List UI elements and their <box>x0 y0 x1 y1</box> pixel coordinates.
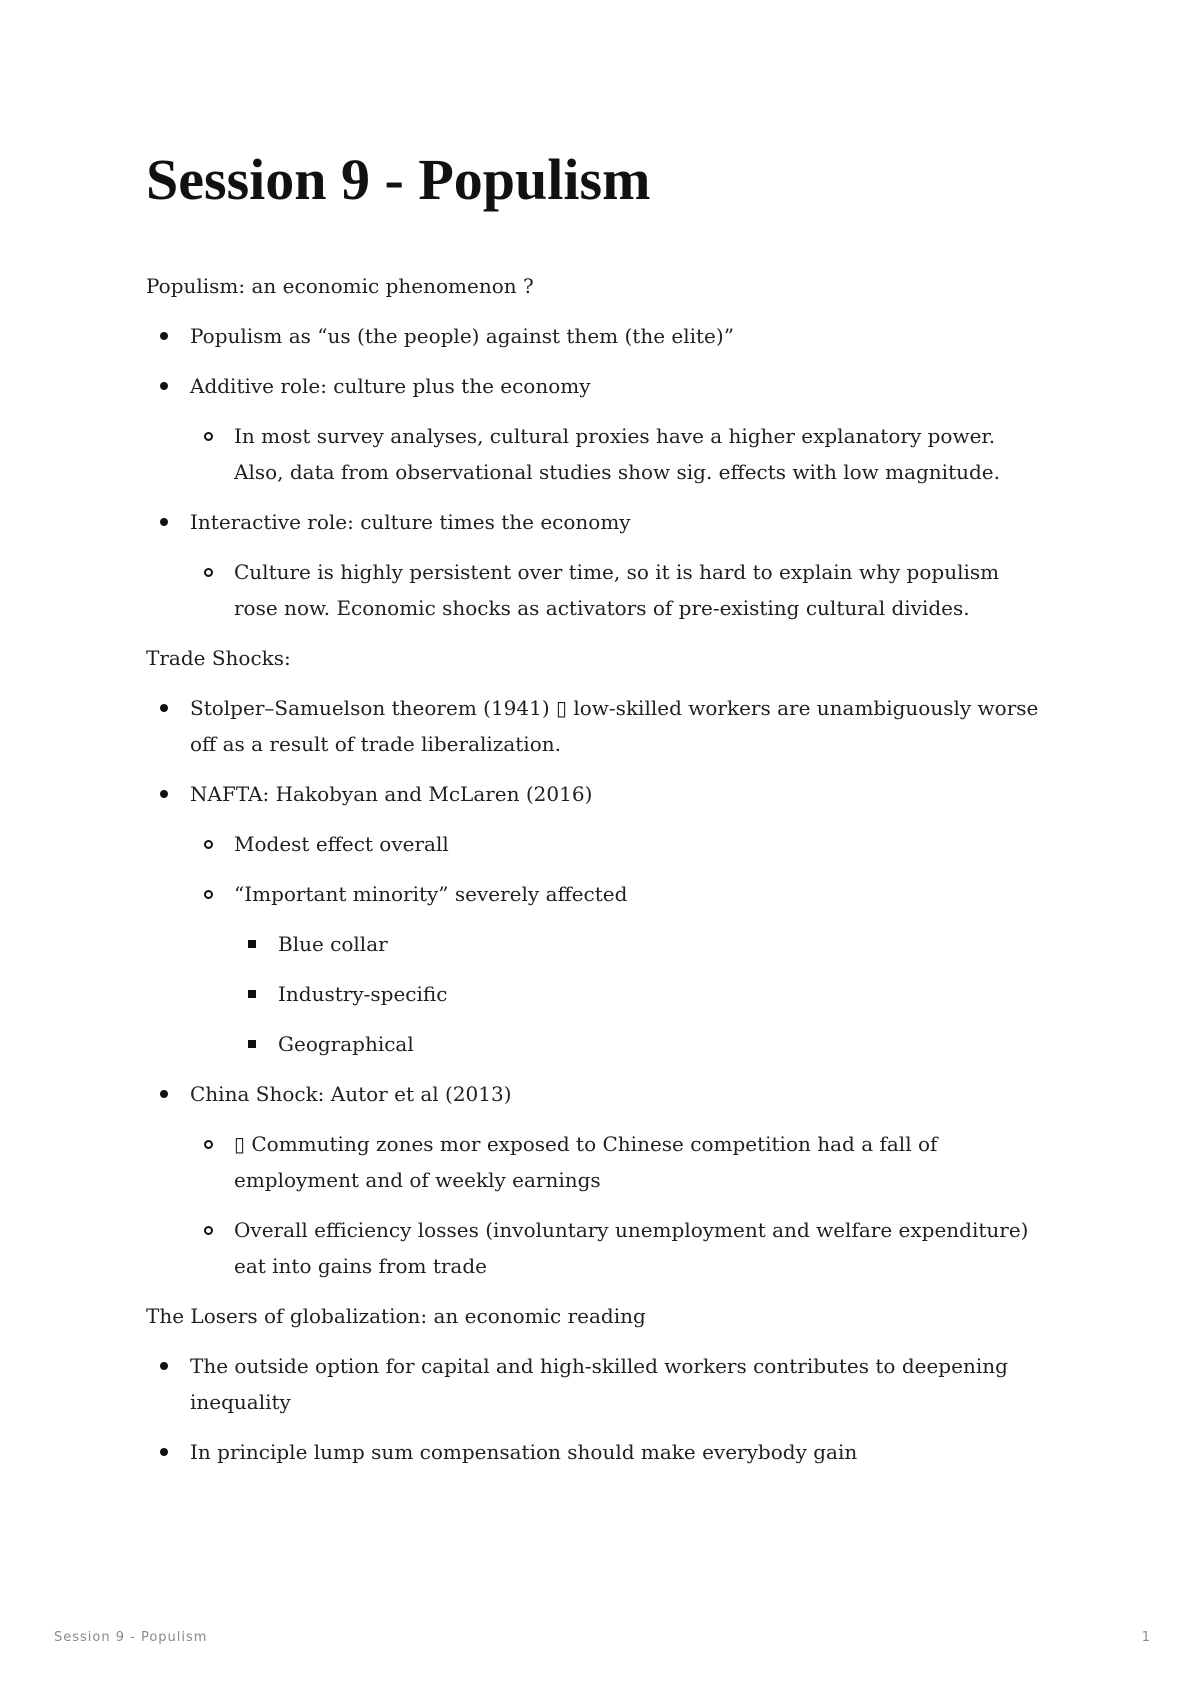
circle-bullet-icon <box>204 568 213 577</box>
populism-list <box>146 318 1046 626</box>
sub-list <box>190 826 1046 1062</box>
sub-list-item: “Important minority” severely affected Blue collar Industry-specific Geographical <box>190 876 1046 1062</box>
sub-sub-list-item: Geographical <box>234 1026 1046 1062</box>
sub-list <box>190 554 1046 626</box>
trade-shocks-list <box>146 690 1046 1284</box>
losers-list <box>146 1348 1046 1470</box>
sub-list-item: Overall efficiency losses (involuntary unemployment and welfare expenditure) eat into gains from trade <box>190 1212 1046 1284</box>
sub-list-item: Modest effect overall <box>190 826 1046 862</box>
list-item: NAFTA: Hakobyan and McLaren (2016) Modest effect overall “Important minority” severely affected Blue collar Industry-specific Geographical <box>146 776 1046 1062</box>
disc-bullet-icon <box>160 518 168 526</box>
disc-bullet-icon <box>160 1090 168 1098</box>
sub-sub-list-item: Industry-specific <box>234 976 1046 1012</box>
section-heading-trade-shocks: Trade Shocks: <box>146 646 291 670</box>
disc-bullet-icon <box>160 790 168 798</box>
sub-list <box>190 418 1046 490</box>
disc-bullet-icon <box>160 1362 168 1370</box>
square-bullet-icon <box>248 1040 256 1048</box>
circle-bullet-icon <box>204 432 213 441</box>
circle-bullet-icon <box>204 890 213 899</box>
disc-bullet-icon <box>160 704 168 712</box>
list-item: In principle lump sum compensation should make everybody gain <box>146 1434 1046 1470</box>
list-item: Interactive role: culture times the economy Culture is highly persistent over time, so it is hard to explain why populism rose now. Economic shocks as activators of pre-existing cultural divides. <box>146 504 1046 626</box>
list-item: The outside option for capital and high-skilled workers contributes to deepening inequality <box>146 1348 1046 1420</box>
square-bullet-icon <box>248 990 256 998</box>
document-body <box>146 268 1046 1484</box>
sub-sub-list-item: Blue collar <box>234 926 1046 962</box>
sub-list <box>190 1126 1046 1284</box>
disc-bullet-icon <box>160 1448 168 1456</box>
disc-bullet-icon <box>160 382 168 390</box>
page-title: Session 9 - Populism <box>146 147 651 212</box>
sub-list-item: ▯ Commuting zones mor exposed to Chinese competition had a fall of employment and of weekly earnings <box>190 1126 1046 1198</box>
footer-page-number: 1 <box>1141 1630 1150 1645</box>
section-heading-populism: Populism: an economic phenomenon ? <box>146 274 534 298</box>
sub-list-item: In most survey analyses, cultural proxies have a higher explanatory power. Also, data from observational studies show sig. effects with low magnitude. <box>190 418 1046 490</box>
section-heading-losers: The Losers of globalization: an economic reading <box>146 1304 646 1328</box>
circle-bullet-icon <box>204 1140 213 1149</box>
square-bullet-icon <box>248 940 256 948</box>
list-item: China Shock: Autor et al (2013) ▯ Commuting zones mor exposed to Chinese competition had a fall of employment and of weekly earnings Overall efficiency losses (involuntary unemployment and welfare expenditure) eat into gains from trade <box>146 1076 1046 1284</box>
disc-bullet-icon <box>160 332 168 340</box>
list-item: Stolper–Samuelson theorem (1941) ▯ low-skilled workers are unambiguously worse off as a result of trade liberalization. <box>146 690 1046 762</box>
circle-bullet-icon <box>204 840 213 849</box>
footer-document-title: Session 9 - Populism <box>54 1630 208 1645</box>
list-item: Populism as “us (the people) against them (the elite)” <box>146 318 1046 354</box>
sub-list-item: Culture is highly persistent over time, so it is hard to explain why populism rose now. Economic shocks as activators of pre-existing cultural divides. <box>190 554 1046 626</box>
circle-bullet-icon <box>204 1226 213 1235</box>
list-item: Additive role: culture plus the economy In most survey analyses, cultural proxies have a higher explanatory power. Also, data from observational studies show sig. effects with low magnitude. <box>146 368 1046 490</box>
sub-sub-list <box>234 926 1046 1062</box>
